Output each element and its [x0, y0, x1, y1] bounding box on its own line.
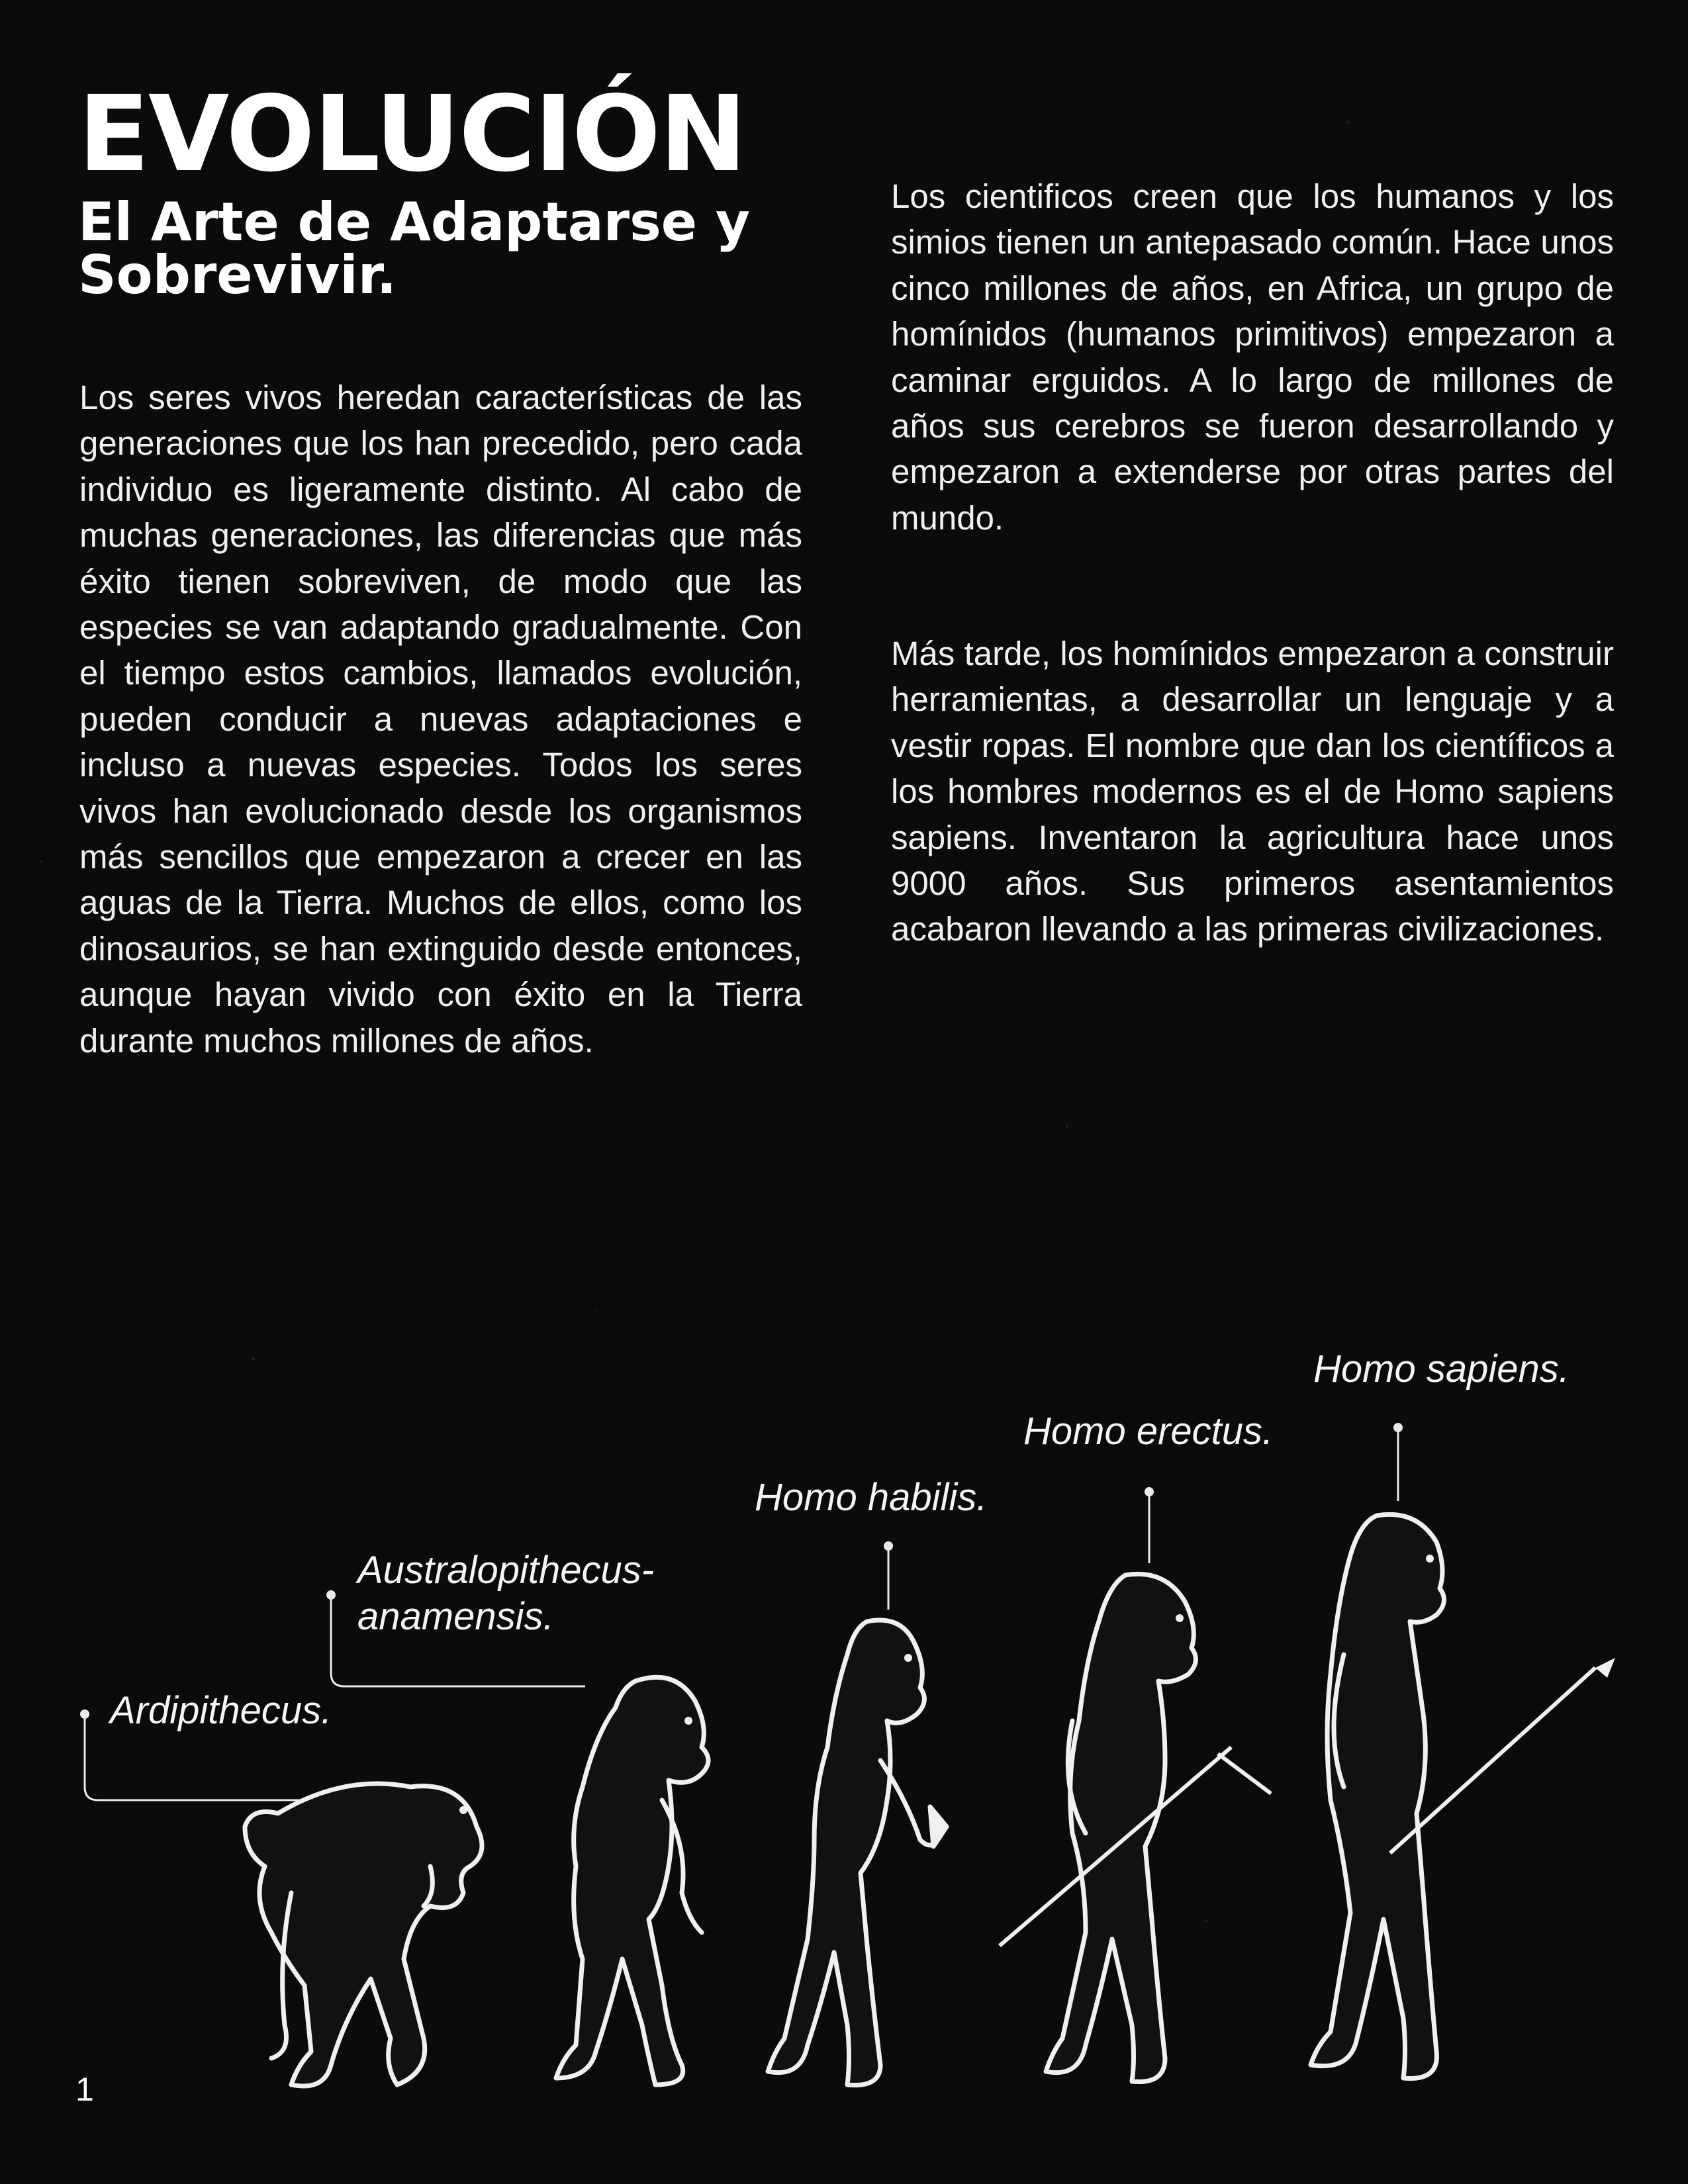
label-ardipithecus: Ardipithecus.	[110, 1689, 332, 1732]
ardipithecus-callout-dot	[80, 1709, 89, 1719]
homo-erectus-callout-dot	[1145, 1487, 1154, 1496]
left-column-text: Los seres vivos heredan características de las generaciones que los han precedido, pero cada individuo es ligeramente distinto. Al cabo de muchas generaciones, las diferencias que más éxito tienen sobreviven, de modo que las especies se van adaptando gradualmente. Con el tiempo estos cambios, llamados evolución, pueden conducir a nuevas adaptaciones e incluso a nuevas especies. Todos los seres vivos han evolucionado desde los organismos más sencillos que empezaron a crecer en las aguas de la Tierra. Muchos de ellos, como los dinosaurios, se han extinguido desde entonces, aunque hayan vivido con éxito en la Tierra durante muchos millones de años.	[79, 379, 802, 1060]
right-column-paragraph-2: Más tarde, los homínidos empezaron a construir herramientas, a desarrollar un lenguaje y a vestir ropas. El nombre que dan los científicos a los hombres modernos es el de Homo sapiens sapiens. Inventaron la agricultura hace unos 9000 años. Sus primeros asentamientos acabaron llevando a las primeras civilizaciones.	[891, 635, 1614, 948]
spear-tip-icon	[1595, 1658, 1615, 1678]
label-homo-habilis: Homo habilis.	[755, 1476, 988, 1519]
label-homo-erectus: Homo erectus.	[1023, 1410, 1274, 1453]
australopithecus-callout-dot	[326, 1590, 336, 1600]
homo-habilis-callout-dot	[884, 1541, 893, 1551]
homo-sapiens-figure	[1311, 1514, 1444, 2078]
homo-habilis-figure	[768, 1620, 947, 2085]
right-column-paragraph-1: Los cientificos creen que los humanos y los simios tienen un antepasado común. Hace unos cinco millones de años, en Africa, un grupo de homínidos (humanos primitivos) empezaron a caminar erguidos. A lo largo de millones de años sus cerebros se fueron desarrollando y empezaron a extenderse por otras partes del mundo.	[891, 177, 1614, 537]
homo-sapiens-callout-dot	[1393, 1423, 1403, 1432]
page-number: 1	[75, 2071, 94, 2108]
label-australopithecus: Australopithecus- anamensis.	[357, 1549, 655, 1638]
ardipithecus-figure	[245, 1784, 482, 2086]
page-title: EVOLUCIÓN	[78, 73, 746, 195]
australopithecus-figure	[556, 1677, 708, 2085]
label-homo-sapiens: Homo sapiens.	[1313, 1347, 1570, 1390]
page-subtitle: El Arte de Adaptarse y Sobrevivir.	[78, 191, 750, 306]
homo-erectus-figure	[1046, 1574, 1196, 2081]
